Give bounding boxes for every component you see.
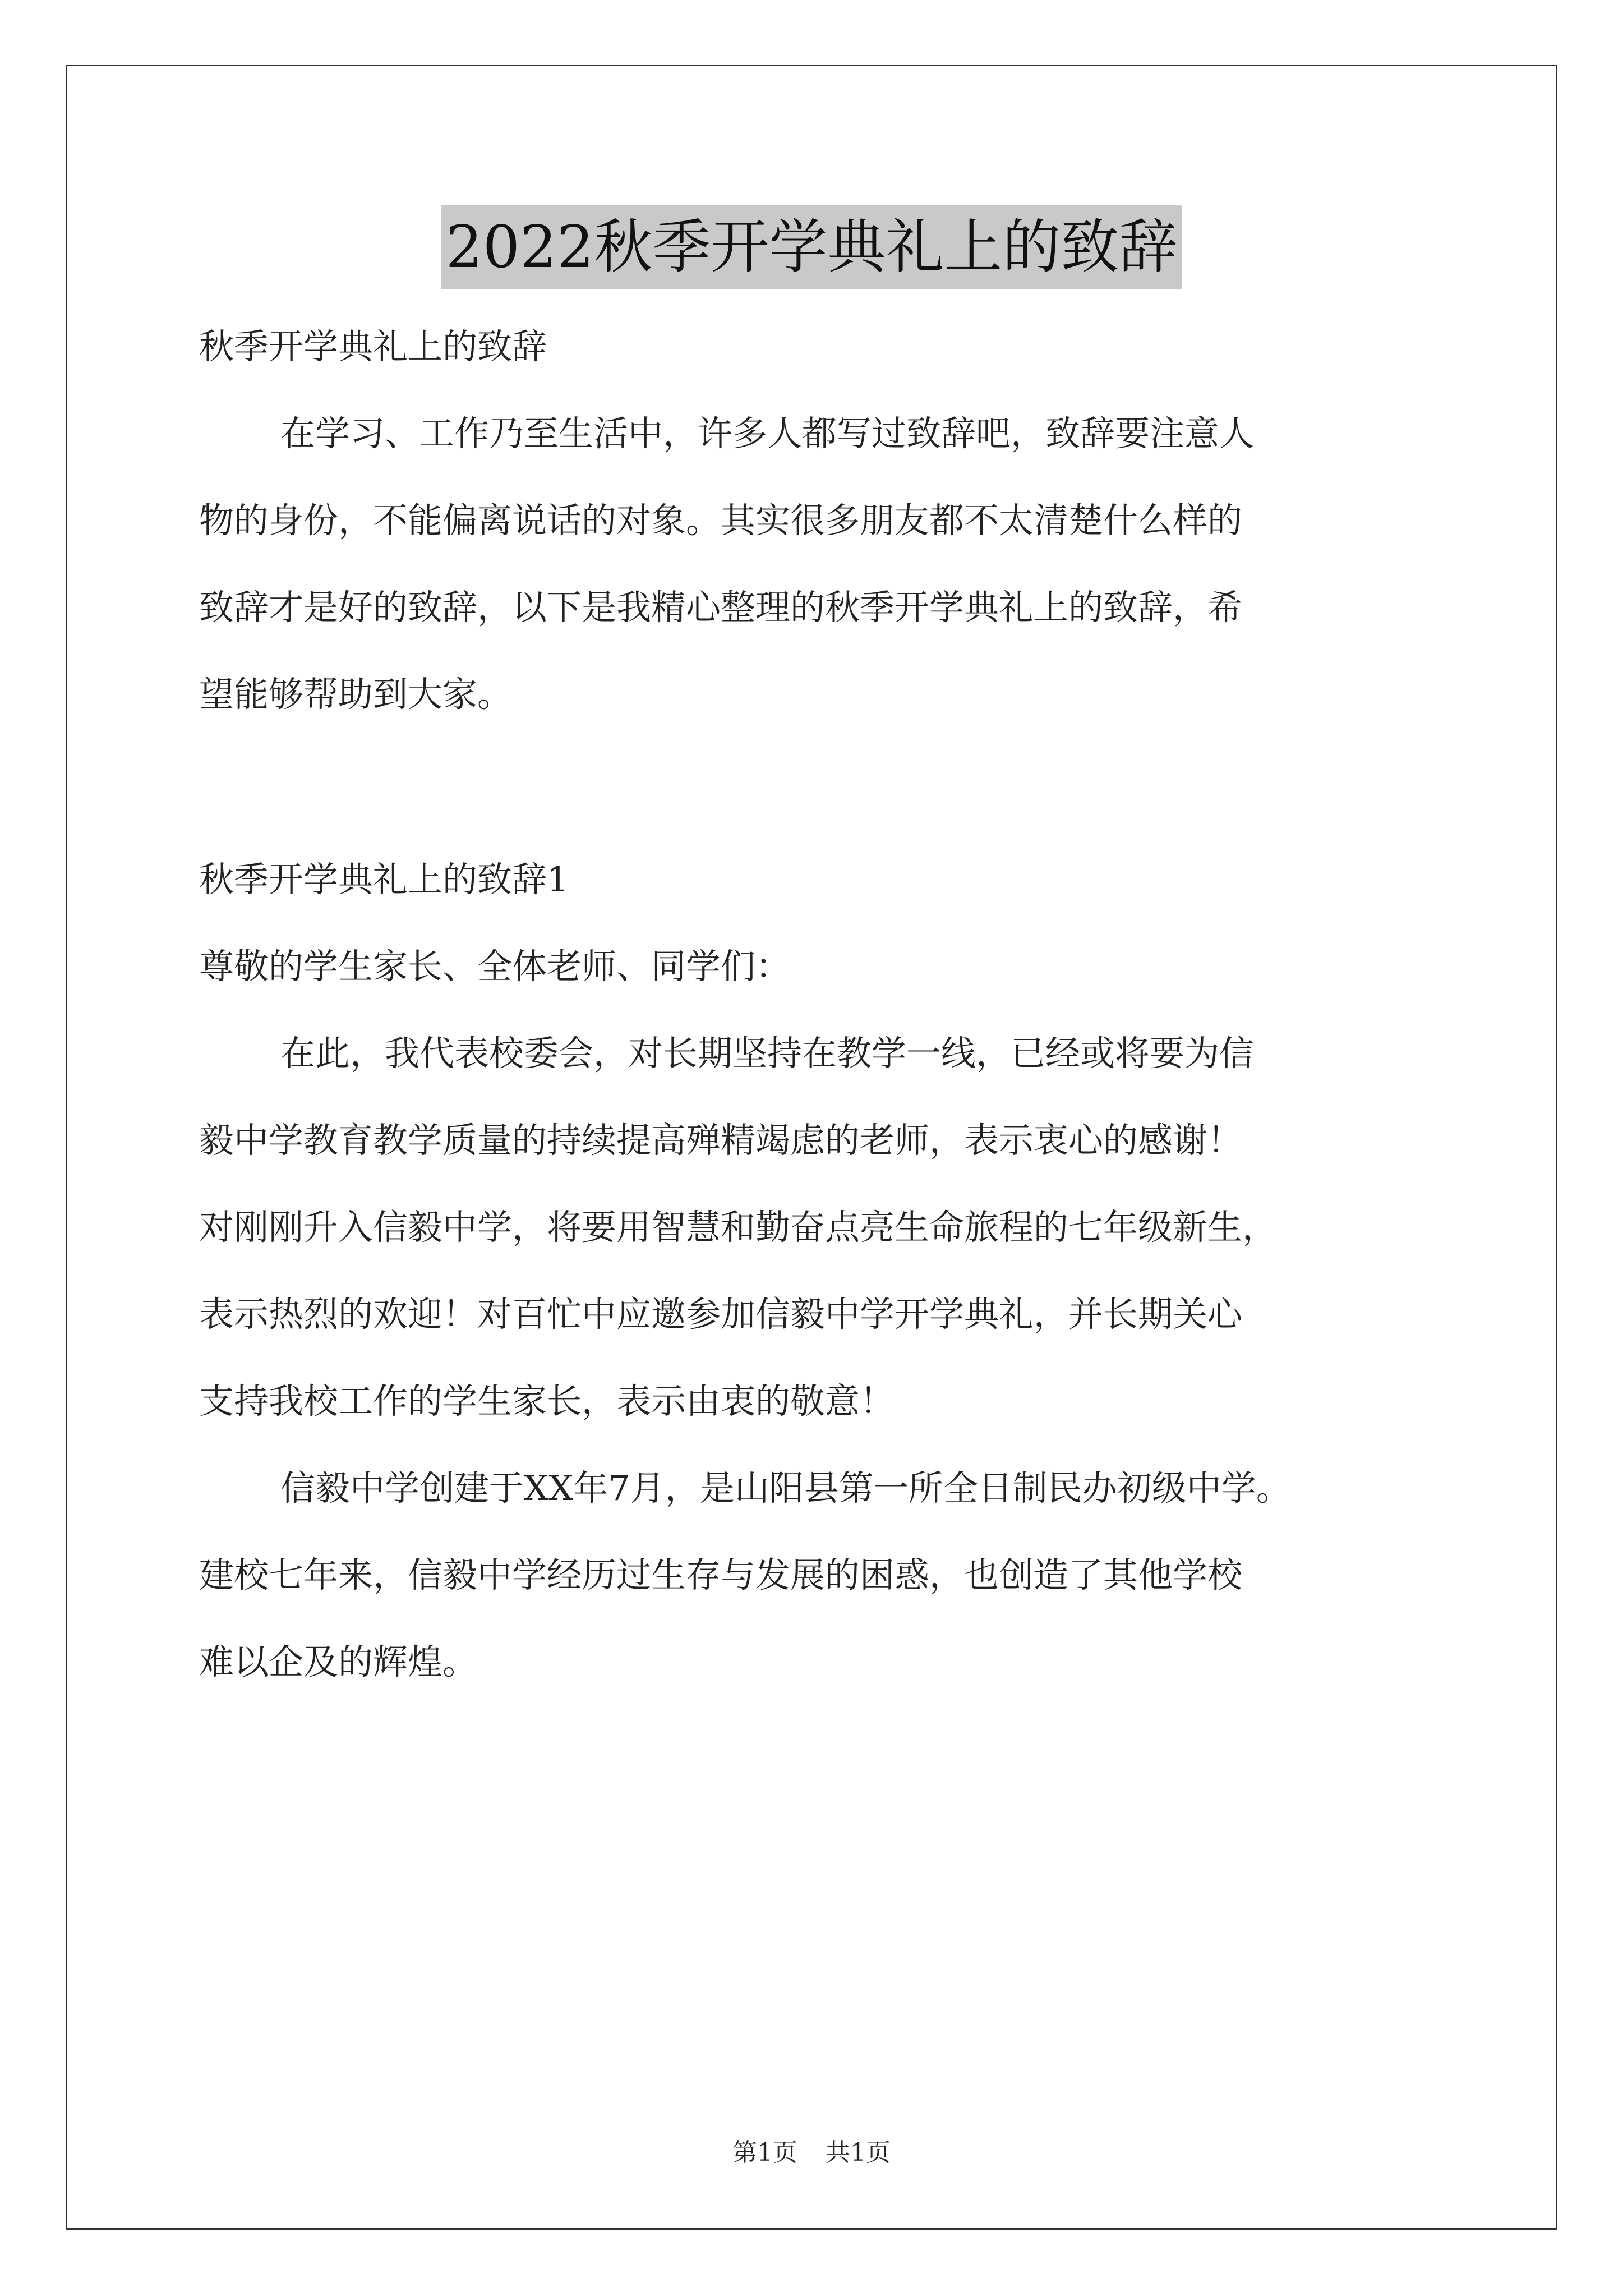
paragraph-line: 表示热烈的欢迎！对百忙中应邀参加信毅中学开学典礼，并长期关心	[199, 1294, 1243, 1335]
subtitle: 秋季开学典礼上的致辞	[199, 326, 547, 367]
paragraph-line: 毅中学教育教学质量的持续提高殚精竭虑的老师，表示衷心的感谢！	[199, 1120, 1243, 1161]
paragraph-line: 信毅中学创建于XX年7月，是山阳县第一所全日制民办初级中学。	[280, 1467, 1291, 1508]
intro-line: 物的身份，不能偏离说话的对象。其实很多朋友都不太清楚什么样的	[199, 500, 1243, 541]
page-number: 第1页	[732, 2138, 797, 2167]
intro-line: 在学习、工作乃至生活中，许多人都写过致辞吧，致辞要注意人	[280, 413, 1255, 454]
paragraph-line: 对刚刚升入信毅中学，将要用智慧和勤奋点亮生命旅程的七年级新生，	[199, 1207, 1278, 1248]
paragraph-line: 支持我校工作的学生家长，表示由衷的敬意！	[199, 1381, 895, 1421]
salutation: 尊敬的学生家长、全体老师、同学们：	[199, 946, 791, 987]
spacer	[199, 738, 1436, 836]
document-title: 2022秋季开学典礼上的致辞	[441, 205, 1182, 289]
intro-line: 致辞才是好的致辞，以下是我精心整理的秋季开学典礼上的致辞，希	[199, 587, 1243, 628]
body-paragraph-1	[199, 1010, 1436, 1444]
body-paragraph-2	[199, 1444, 1436, 1705]
title-container	[0, 205, 1623, 289]
section-heading: 秋季开学典礼上的致辞1	[199, 859, 569, 900]
page-footer	[0, 2136, 1623, 2170]
intro-line: 望能够帮助到大家。	[199, 674, 513, 715]
paragraph-line: 建校七年来，信毅中学经历过生存与发展的困惑，也创造了其他学校	[199, 1554, 1243, 1595]
document-body	[199, 303, 1436, 1705]
intro-paragraph	[199, 390, 1436, 738]
page-total: 共1页	[826, 2138, 891, 2167]
paragraph-line: 难以企及的辉煌。	[199, 1641, 478, 1682]
paragraph-line: 在此，我代表校委会，对长期坚持在教学一线，已经或将要为信	[280, 1033, 1255, 1074]
